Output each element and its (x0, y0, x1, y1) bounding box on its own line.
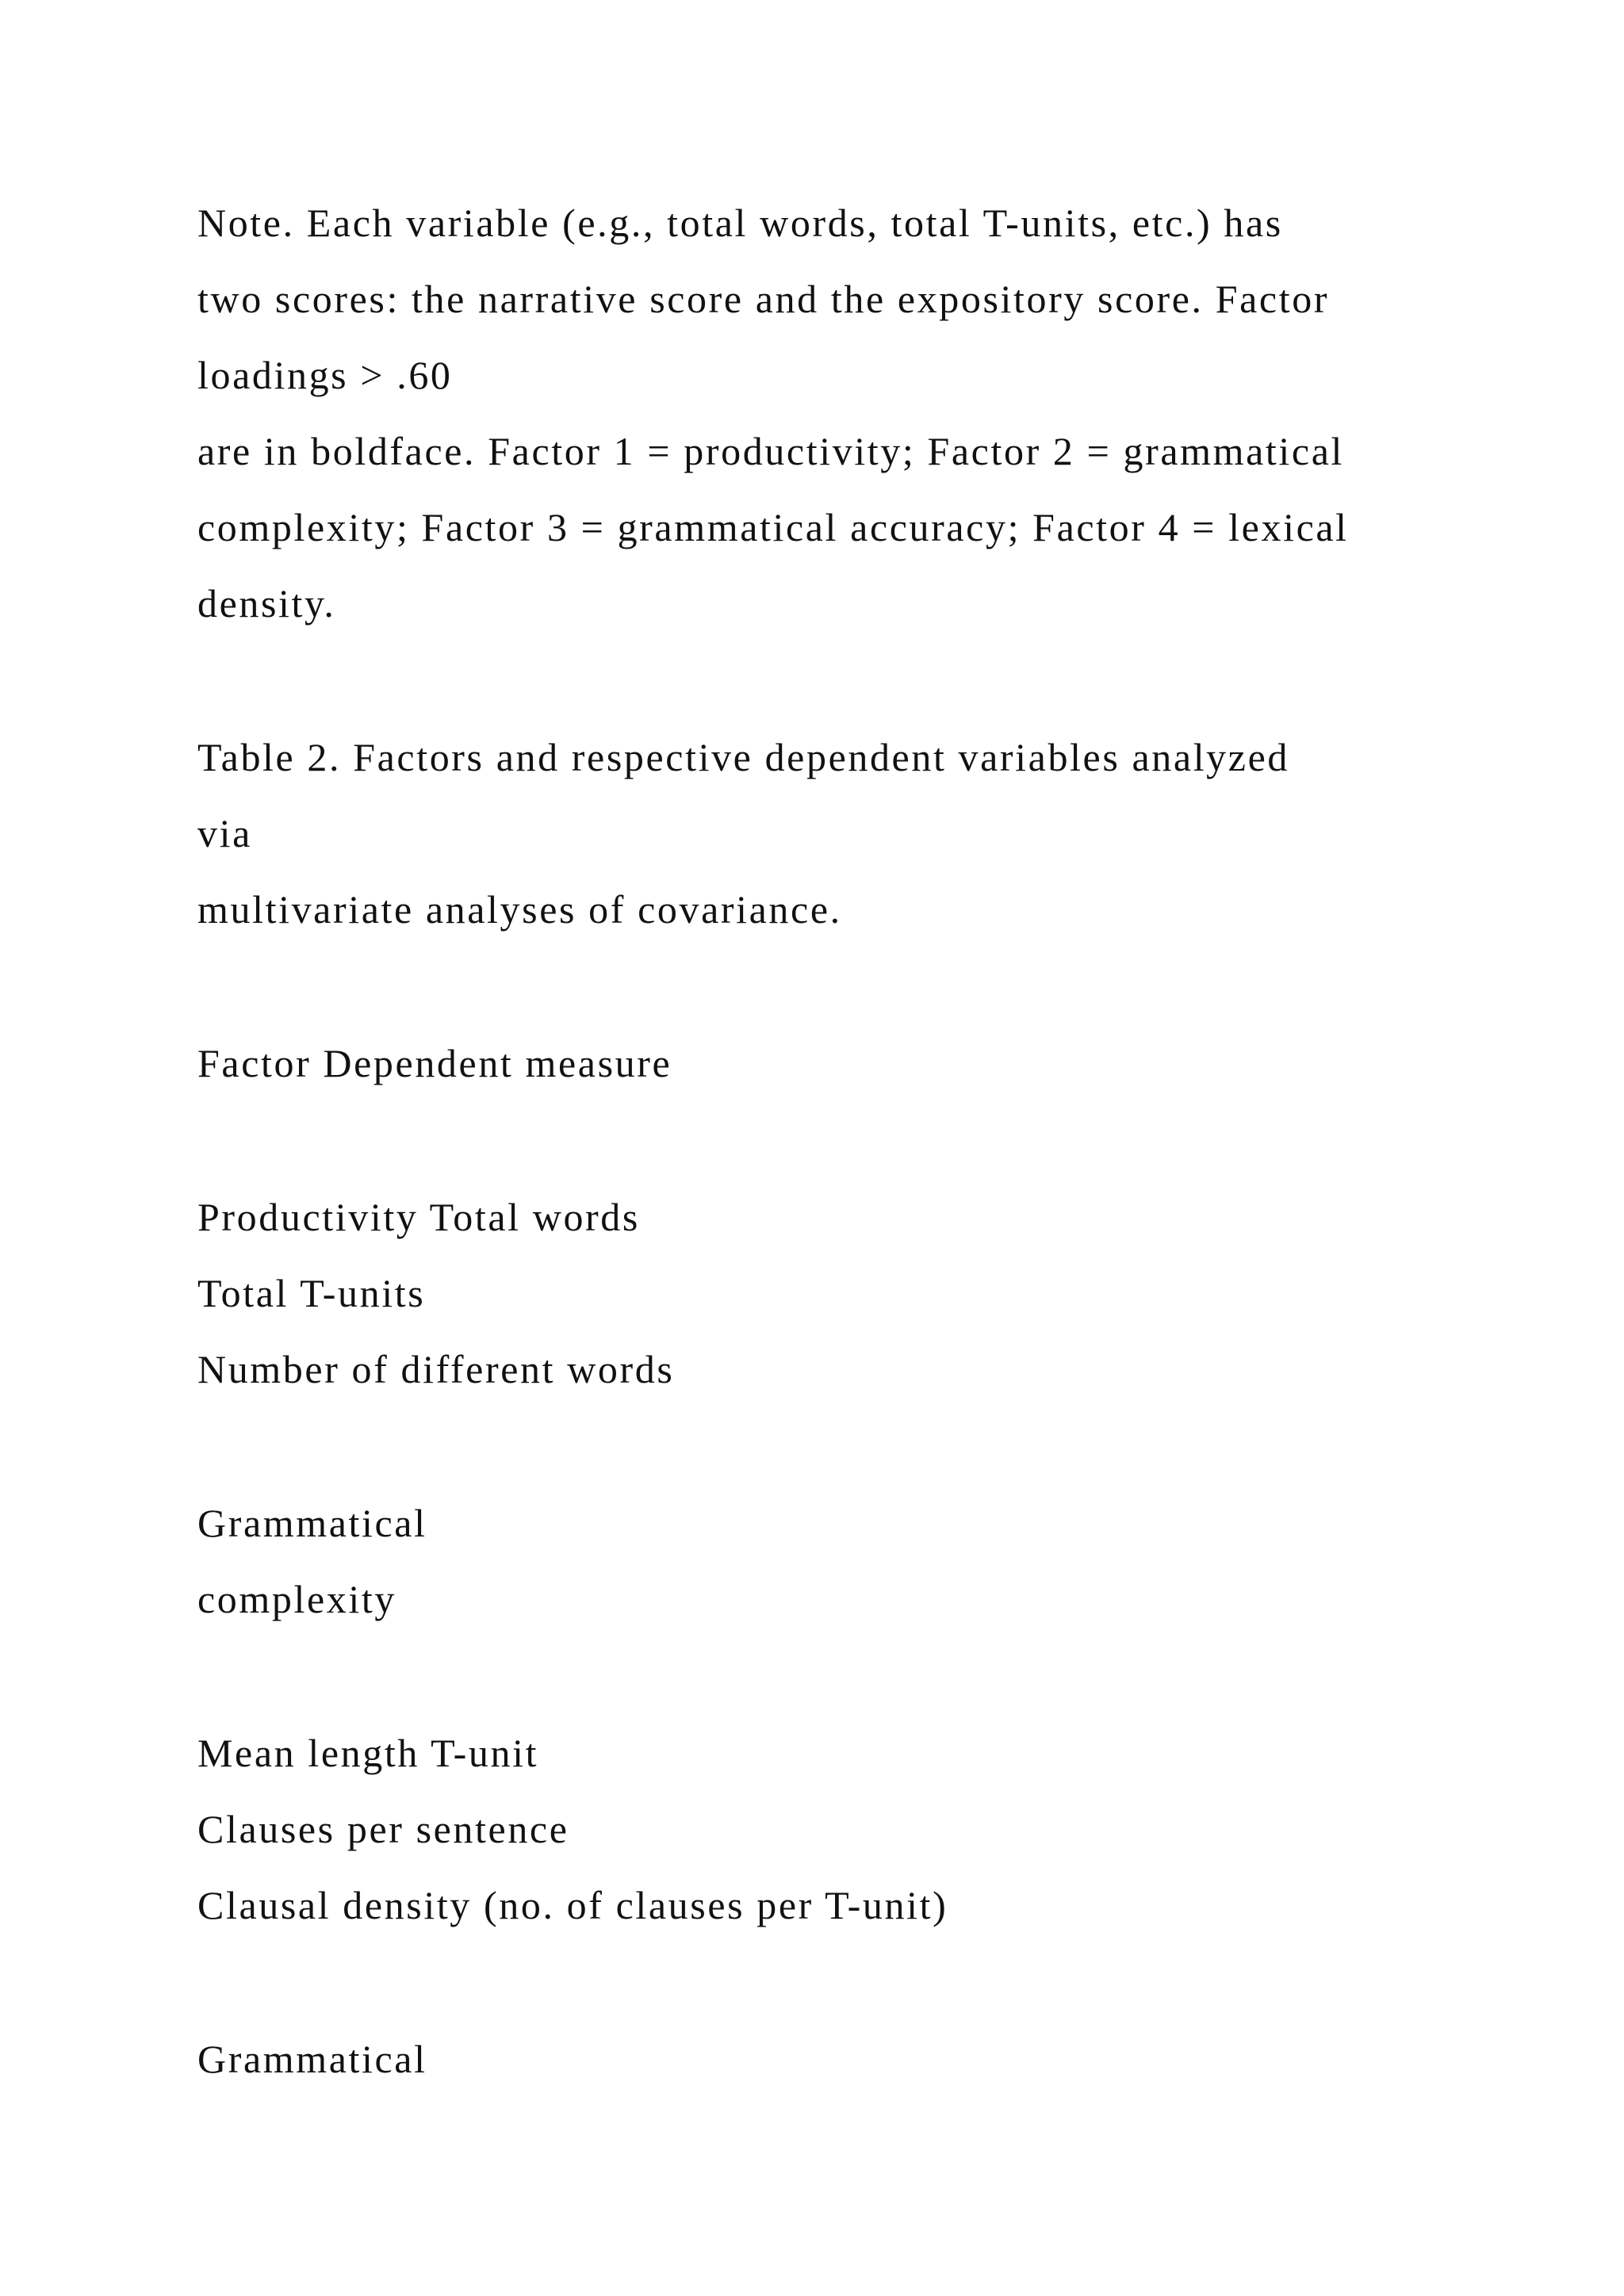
caption-line: Table 2. Factors and respective dependent variables analyzed (197, 735, 1289, 779)
note-line: complexity; Factor 3 = grammatical accuracy; Factor 4 = lexical (197, 505, 1349, 549)
note-line: density. (197, 581, 336, 626)
note-line: loadings > .60 (197, 353, 453, 397)
note-line: two scores: the narrative score and the expository score. Factor (197, 277, 1330, 321)
note-line: are in boldface. Factor 1 = productivity; Factor 2 = grammatical (197, 429, 1344, 473)
factor-name: Grammatical (197, 2037, 427, 2081)
dependent-measure: Number of different words (197, 1347, 675, 1391)
factor-name: Grammatical (197, 1501, 427, 1545)
productivity-row: Productivity Total words (197, 1195, 640, 1239)
caption-line: via (197, 811, 252, 855)
dependent-measure: Mean length T-unit (197, 1731, 539, 1775)
caption-line: multivariate analyses of covariance. (197, 887, 842, 932)
note-line: Note. Each variable (e.g., total words, total T-units, etc.) has (197, 201, 1283, 245)
table-header: Factor Dependent measure (197, 1041, 672, 1085)
factor-name: complexity (197, 1577, 396, 1621)
dependent-measure: Clauses per sentence (197, 1807, 569, 1851)
dependent-measure: Total T-units (197, 1271, 426, 1315)
dependent-measure: Clausal density (no. of clauses per T-unit) (197, 1883, 948, 1927)
